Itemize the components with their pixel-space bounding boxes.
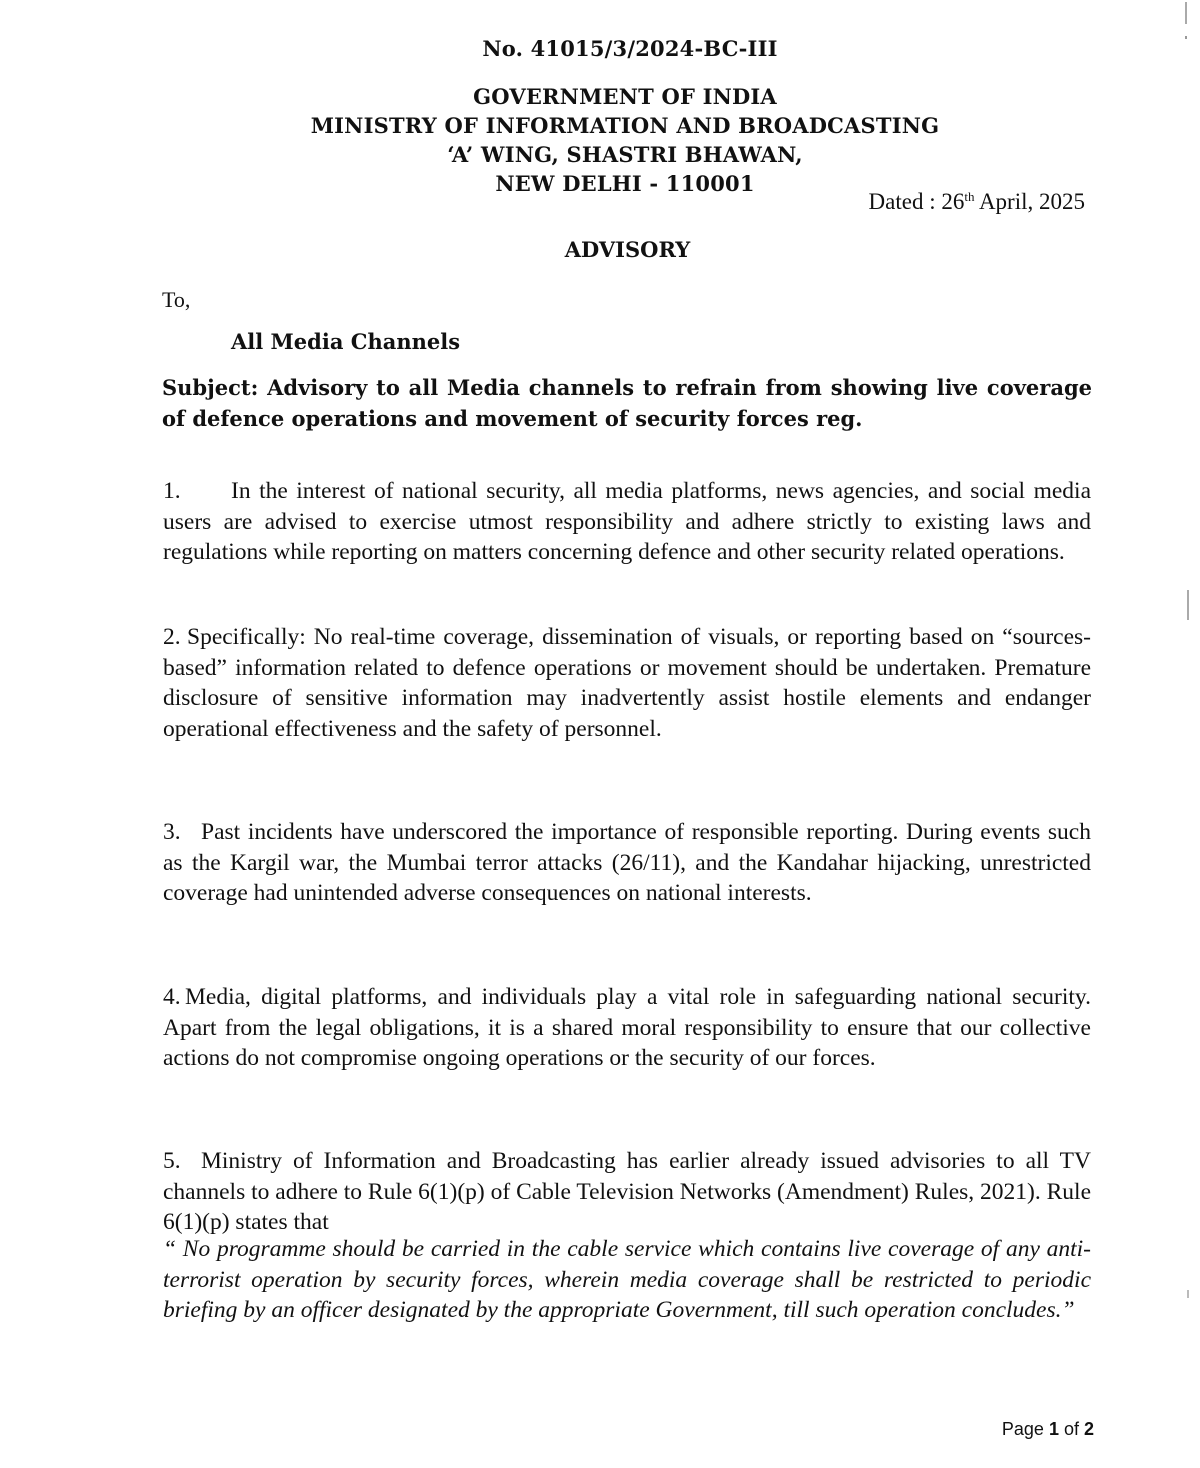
scan-artifact [1185, 2, 1187, 24]
paragraph-number: 5. [163, 1148, 181, 1174]
page-number [1002, 1419, 1094, 1440]
page-total: 2 [1083, 1419, 1094, 1439]
date-ordinal: th [964, 189, 975, 204]
letterhead-line-city: NEW DELHI - 110001 [495, 171, 755, 196]
paragraph-3 [163, 817, 1091, 909]
paragraph-text: Specifically: No real-time coverage, dissemination of visuals, or reporting based on “sources-based” information related to defence operations or movement should be undertaken. Premature disclosure of sensitive information may inadvertently assist hostile elements and endanger operational effectiveness and the safety of personnel. [163, 624, 1091, 742]
letterhead-line-government: GOVERNMENT OF INDIA [473, 84, 777, 109]
scan-artifact [1187, 590, 1189, 620]
paragraph-number: 1. [163, 478, 181, 504]
paragraph-5 [163, 1146, 1091, 1238]
salutation: To, [162, 287, 191, 312]
page-middle: of [1058, 1419, 1084, 1439]
letterhead-line-ministry: MINISTRY OF INFORMATION AND BROADCASTING [310, 113, 940, 138]
addressee: All Media Channels [231, 329, 461, 354]
paragraph-text: Past incidents have underscored the importance of responsible reporting. During events such as the Kargil war, the Mumbai terror attacks (26/11), and the Kandahar hijacking, unrestricted coverage had unintended adverse consequences on national interests. [163, 819, 1091, 906]
paragraph-text: In the interest of national security, all media platforms, news agencies, and social media users are advised to exercise utmost responsibility and adhere strictly to existing laws and regulations while reporting on matters concerning defence and other security related operations. [163, 478, 1091, 565]
reference-number: No. 41015/3/2024-BC-III [482, 36, 778, 61]
paragraph-text: Media, digital platforms, and individuals play a vital role in safeguarding national security. Apart from the legal obligations, it is a shared moral responsibility to ensure that our collective actions do not compromise ongoing operations or the security of our forces. [163, 984, 1091, 1071]
document-title: ADVISORY [564, 237, 691, 262]
scan-artifact [1187, 1290, 1189, 1298]
paragraph-number: 3. [163, 819, 181, 845]
rule-quotation: “ No programme should be carried in the cable service which contains live coverage of any anti-terrorist operation by security forces, wherein media coverage shall be restricted to periodic briefing by an officer designated by the appropriate Government, till such operation concludes.” [163, 1236, 1091, 1323]
paragraph-number: 2. [163, 624, 181, 650]
page-prefix: Page [1001, 1419, 1049, 1439]
paragraph-1 [163, 476, 1091, 568]
date-line [869, 189, 1085, 215]
paragraph-number: 4. [163, 984, 181, 1010]
paragraph-4 [163, 982, 1091, 1074]
page-current: 1 [1048, 1419, 1059, 1439]
subject-line: Subject: Advisory to all Media channels to refrain from showing live coverage of defence operations and movement of security forces reg. [162, 375, 1092, 431]
date-suffix: April, 2025 [974, 189, 1085, 214]
letterhead-line-wing: ‘A’ WING, SHASTRI BHAWAN, [447, 142, 803, 167]
letterhead [0, 82, 1200, 198]
date-prefix: Dated : 26 [868, 189, 965, 214]
paragraph-text: Ministry of Information and Broadcasting has earlier already issued advisories to all TV channels to adhere to Rule 6(1)(p) of Cable Television Networks (Amendment) Rules, 2021). Rule 6(1)(p) states that [163, 1148, 1091, 1235]
paragraph-2 [163, 622, 1091, 744]
scan-artifact [1185, 36, 1187, 39]
